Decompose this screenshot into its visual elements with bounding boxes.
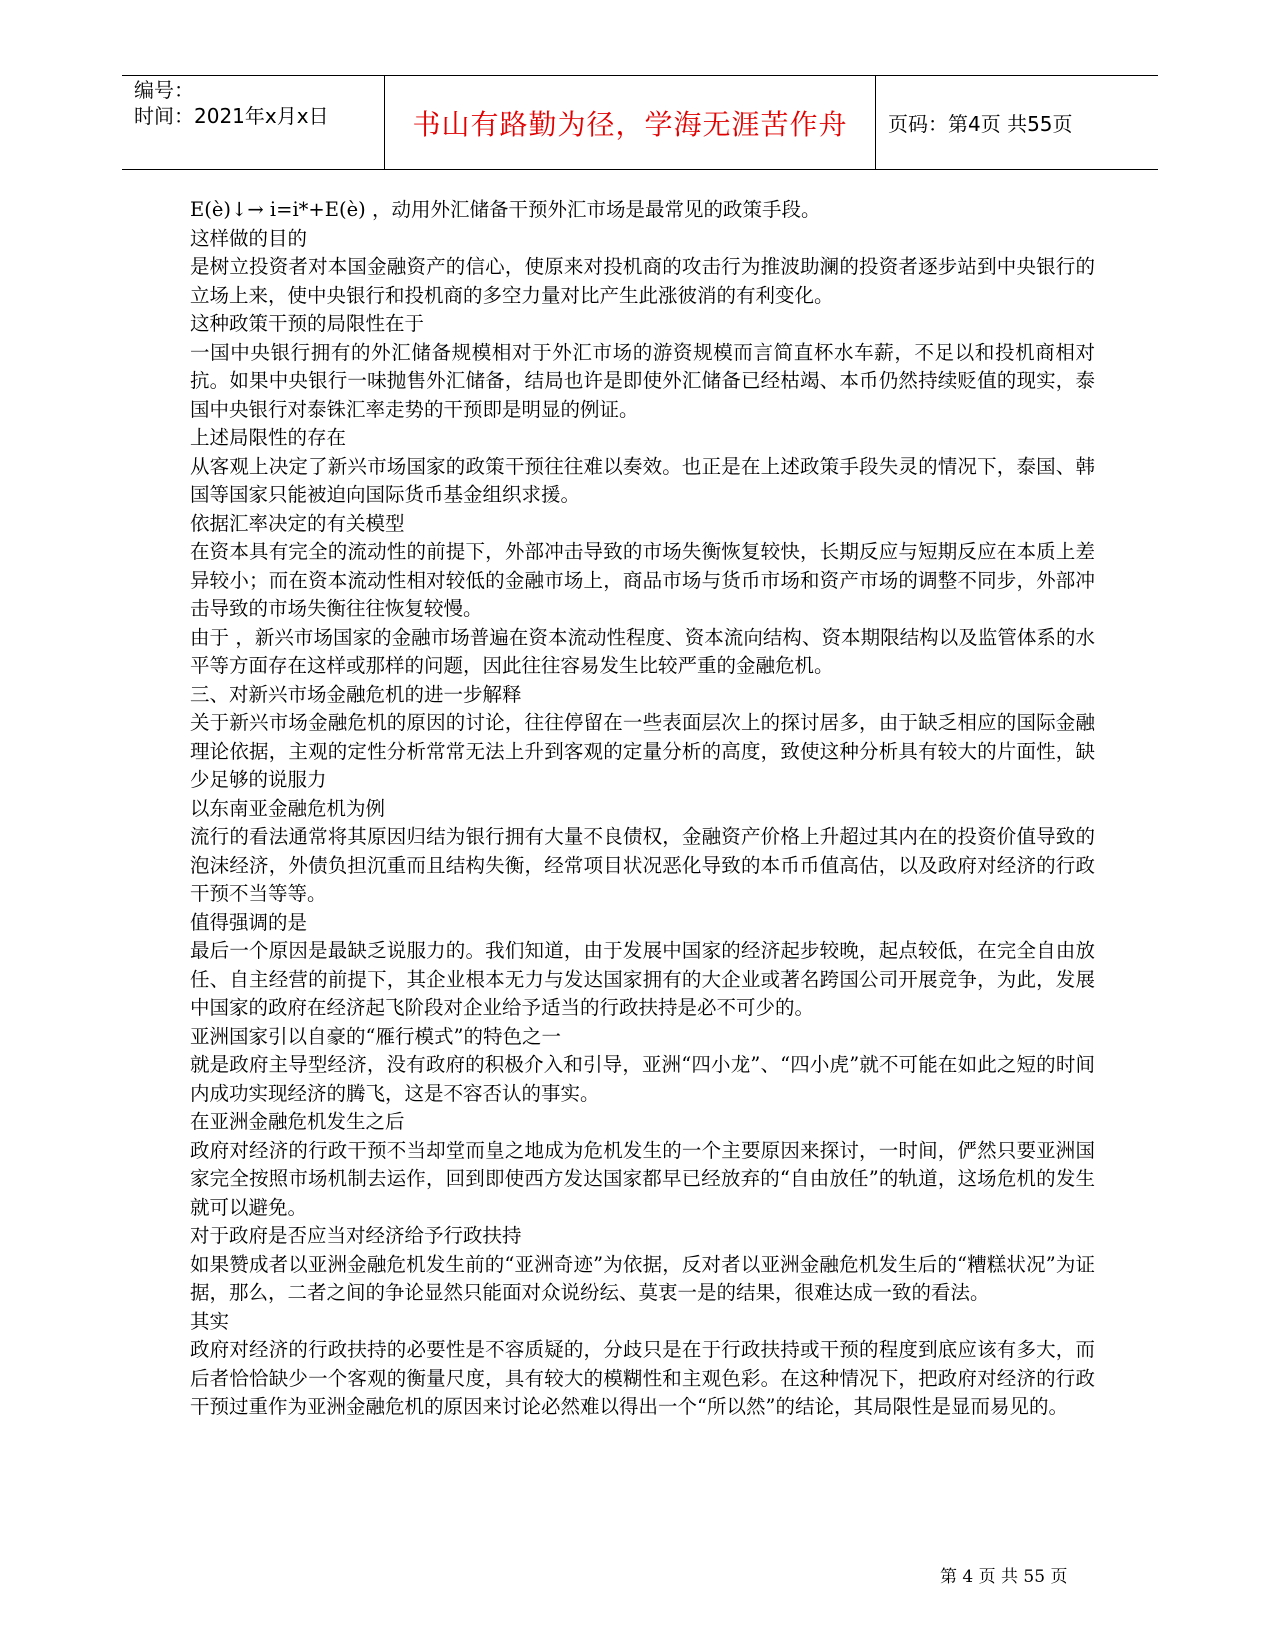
page-footer: 第 4 页 共 55 页 [940, 1567, 1068, 1587]
header-motto: 书山有路勤为径，学海无涯苦作舟 [412, 107, 848, 141]
paragraph: 其实 [190, 1309, 230, 1333]
paragraph: 对于政府是否应当对经济给予行政扶持 [190, 1224, 522, 1247]
paragraph: 亚洲国家引以自豪的“雁行模式”的特色之一 [190, 1024, 561, 1048]
paragraph: 上述局限性的存在 [190, 426, 347, 449]
paragraph: 以东南亚金融危机为例 [190, 796, 386, 820]
paragraph: E(è)↓→ i=i*+E(è) ，动用外汇储备干预外汇市场是最常见的政策手段。 [190, 198, 821, 221]
paragraph: 值得强调的是 [190, 910, 308, 934]
paragraph: 这样做的目的 [190, 226, 308, 250]
header-left-cell [122, 76, 385, 169]
paragraph: 这种政策干预的局限性在于 [190, 312, 425, 335]
paragraph: 如果赞成者以亚洲金融危机发生前的“亚洲奇迹”为依据，反对者以亚洲金融危机发生后的“糟糕状况”为证据，那么，二者之间的争论显然只能面对众说纷纭、莫衷一是的结果，很难达成一致的看法。 [190, 1252, 1095, 1304]
paragraph: 在亚洲金融危机发生之后 [190, 1110, 405, 1133]
paragraph: 政府对经济的行政扶持的必要性是不容质疑的，分歧只是在于行政扶持或干预的程度到底应该有多大，而后者恰恰缺少一个客观的衡量尺度，具有较大的模糊性和主观色彩。在这种情况下，把政府对经济的行政干预过重作为亚洲金融危机的原因来讨论必然难以得出一个“所以然”的结论，其局限性是显而易见的。 [190, 1338, 1095, 1418]
paragraph: 由于 ，新兴市场国家的金融市场普遍在资本流动性程度、资本流向结构、资本期限结构以及监管体系的水平等方面存在这样或那样的问题，因此往往容易发生比较严重的金融危机。 [190, 625, 1095, 677]
header-page-info: 页码：第4页 共55页 [888, 112, 1073, 136]
paragraph: 政府对经济的行政干预不当却堂而皇之地成为危机发生的一个主要原因来探讨，一时间，俨然只要亚洲国家完全按照市场机制去运作，回到即使西方发达国家都早已经放弃的“自由放任”的轨道，这场危机的发生就可以避免。 [190, 1138, 1095, 1219]
paragraph: 最后一个原因是最缺乏说服力的。我们知道，由于发展中国家的经济起步较晚，起点较低，在完全自由放任、自主经营的前提下，其企业根本无力与发达国家拥有的大企业或著名跨国公司开展竞争，为此，发展中国家的政府在经济起飞阶段对企业给予适当的行政扶持是必不可少的。 [190, 939, 1095, 1019]
document-time-label: 时间：2021年x月x日 [134, 104, 329, 128]
paragraph: 在资本具有完全的流动性的前提下，外部冲击导致的市场失衡恢复较快，长期反应与短期反应在本质上差异较小；而在资本流动性相对较低的金融市场上，商品市场与货币市场和资产市场的调整不同步，外部冲击导致的市场失衡往往恢复较慢。 [190, 540, 1095, 620]
paragraph: 三、对新兴市场金融危机的进一步解释 [190, 682, 522, 706]
document-number-label: 编号： [134, 78, 194, 102]
document-body [190, 196, 1095, 1422]
paragraph: 从客观上决定了新兴市场国家的政策干预往往难以奏效。也正是在上述政策手段失灵的情况下，泰国、韩国等国家只能被迫向国际货币基金组织求援。 [190, 454, 1095, 506]
paragraph: 依据汇率决定的有关模型 [190, 511, 405, 535]
paragraph: 一国中央银行拥有的外汇储备规模相对于外汇市场的游资规模而言简直杯水车薪，不足以和投机商相对抗。如果中央银行一味抛售外汇储备，结局也许是即使外汇储备已经枯竭、本币仍然持续贬值的现实，泰国中央银行对泰铢汇率走势的干预即是明显的例证。 [190, 340, 1095, 421]
header-page-cell [876, 76, 1158, 169]
paragraph: 就是政府主导型经济，没有政府的积极介入和引导，亚洲“四小龙”、“四小虎”就不可能在如此之短的时间内成功实现经济的腾飞，这是不容否认的事实。 [190, 1053, 1095, 1105]
paragraph: 关于新兴市场金融危机的原因的讨论，往往停留在一些表面层次上的探讨居多，由于缺乏相应的国际金融理论依据，主观的定性分析常常无法上升到客观的定量分析的高度，致使这种分析具有较大的片面性，缺少足够的说服力 [190, 711, 1095, 791]
header-motto-cell [385, 76, 876, 169]
paragraph: 流行的看法通常将其原因归结为银行拥有大量不良债权，金融资产价格上升超过其内在的投资价值导致的泡沫经济，外债负担沉重而且结构失衡，经常项目状况恶化导致的本币币值高估，以及政府对经济的行政干预不当等等。 [190, 825, 1095, 905]
paragraph: 是树立投资者对本国金融资产的信心，使原来对投机商的攻击行为推波助澜的投资者逐步站到中央银行的立场上来，使中央银行和投机商的多空力量对比产生此涨彼消的有利变化。 [190, 255, 1095, 307]
page-header [122, 75, 1158, 170]
